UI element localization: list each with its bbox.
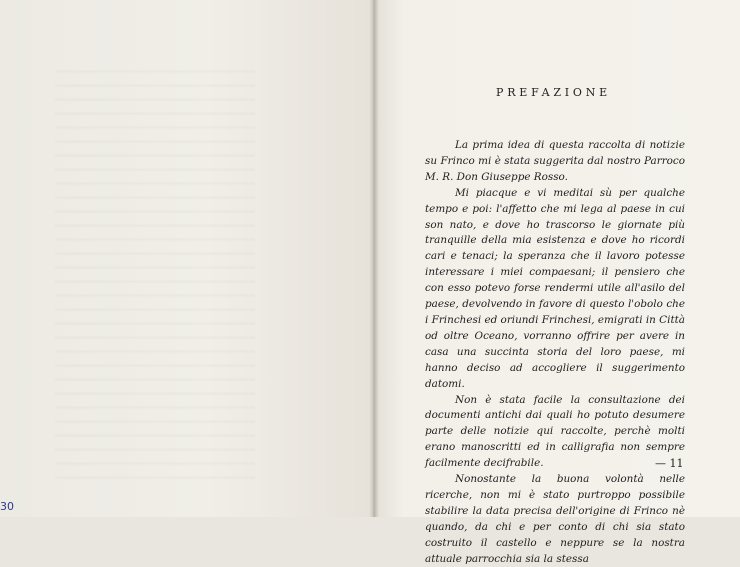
page-title: PREFAZIONE xyxy=(496,86,611,99)
paragraph: Mi piacque e vi meditai sù per qualche tempo e poi: l'affetto che mi lega al paese in cui son nato, e dove ho trascorso le giornate più tranquille della mia esistenza e dove ho ricordi cari e tenaci; la speranza che il lavoro potesse interessare i miei compaesani; il pensiero che con esso potevo forse rendermi utile all'asilo del paese, devolvendo in favore di questo l'obolo che i Frinchesi ed oriundi Frinchesi, emigrati in Città od oltre Oceano, vorranno offrire per avere in casa una succinta storia del loro paese, mi hanno deciso ad accogliere il suggerimento datomi. xyxy=(425,186,685,390)
show-through-text xyxy=(55,60,255,480)
margin-mark: 30 xyxy=(0,500,14,513)
left-page xyxy=(0,0,373,517)
body-text xyxy=(425,138,685,567)
paragraph: Nonostante la buona volontà nelle ricerche, non mi è stato purtroppo possibile stabilire la data precisa dell'origine di Frinco nè quando, da chi e per conto di chi sia stato costruito il castello e neppure se la nostra attuale parrocchia sia la stessa xyxy=(425,473,685,565)
paragraph: Non è stata facile la consultazione dei documenti antichi dai quali ho potuto desumere parte delle notizie qui raccolte, perchè molti erano manoscritti ed in calligrafia non sempre facilmente decifrabile. xyxy=(425,393,685,470)
paragraph: La prima idea di questa raccolta di notizie su Frinco mi è stata suggerita dal nostro Parroco M. R. Don Giuseppe Rosso. xyxy=(425,139,685,183)
page-number: — 11 xyxy=(655,457,684,470)
book-gutter xyxy=(369,0,379,517)
